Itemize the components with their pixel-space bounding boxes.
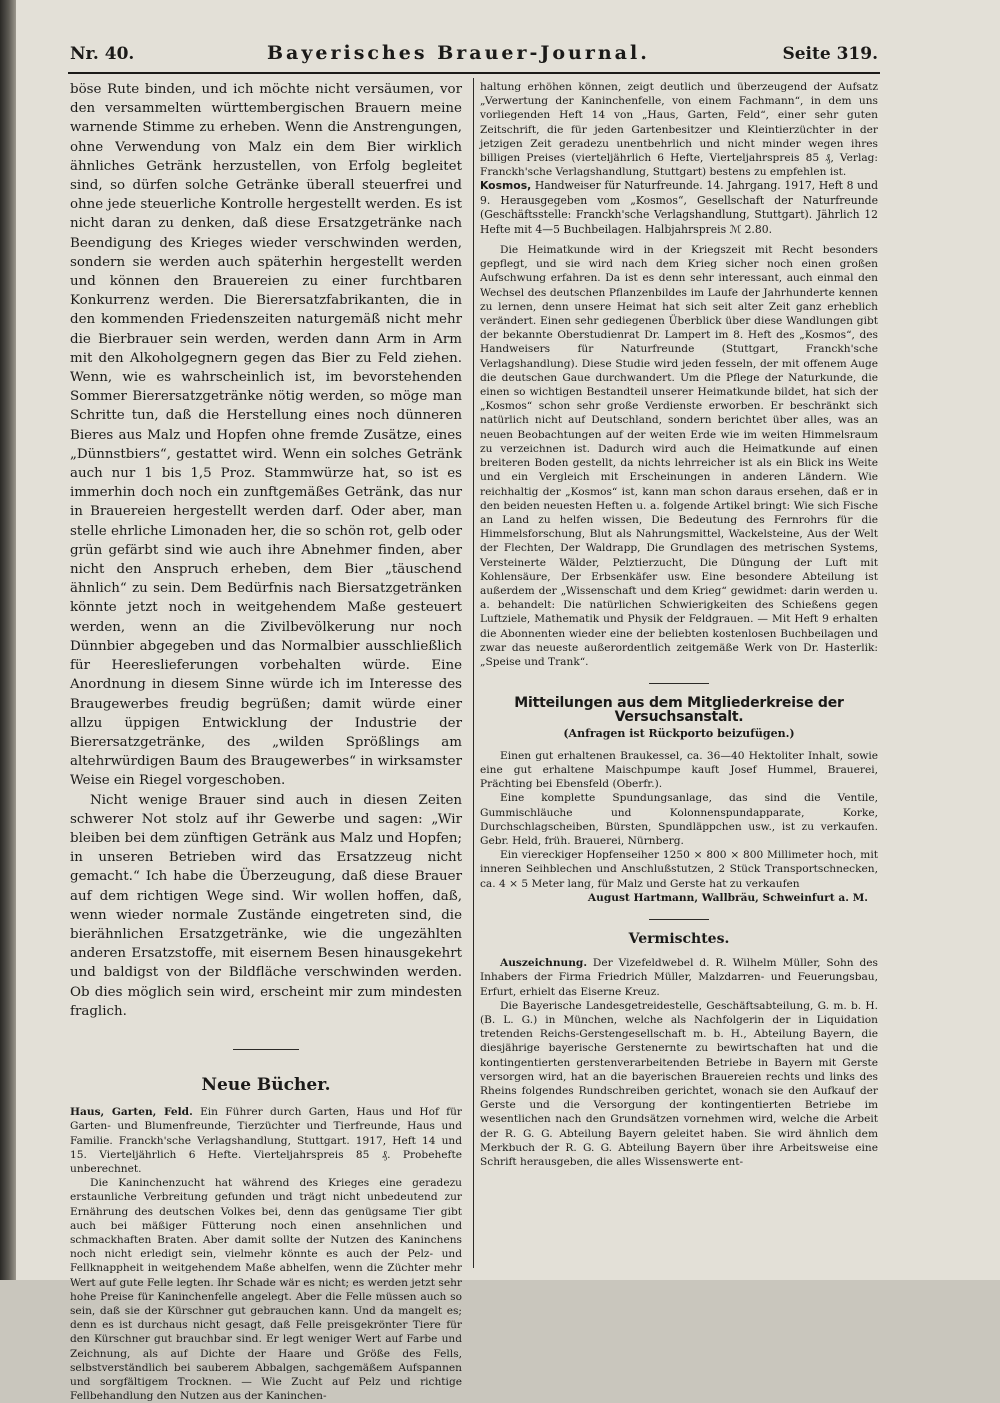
review-continuation: haltung erhöhen können, zeigt deutlich und überzeugend der Aufsatz „Verwertung der Kaninchenfelle, von einem Fachmann“, in dem uns vorliegenden Heft 14 von „Haus, Garten, Feld“, einer sehr guten Zeitschrift, die für jeden Gartenbesitzer und Kleintierzüchter in der jetzigen Zeit geradezu unentbehrlich und nicht minder wegen ihres billigen Preises (vierteljährlich 6 Hefte, Vierteljahrspreis 85 ₰, Verlag: Franckh'sche Verlagshandlung, Stuttgart) bestens zu empfehlen ist. xyxy=(480,81,878,179)
misc-item-title: Auszeichnung. xyxy=(500,957,588,970)
article-paragraph: böse Rute binden, und ich möchte nicht versäumen, vor den versammelten württembergischen Brauern meine warnende Stimme zu erheben. Wenn die Anstrengungen, ohne Verwendung von Malz ein dem Bier wirklich ähnliches Getränk herzustellen, von Erfolg begleitet sind, so dürfen solche Getränke überall steuerfrei und ohne jede steuerliche Kontrolle hergestellt werden. Es ist nicht daran zu denken, daß diese Ersatzgetränke nach Beendigung des Krieges wieder verschwinden werden, sondern sie werden auch späterhin hergestellt werden und können den Brauereien zu einer furchtbaren Konkurrenz werden. Die Bierersatzfabrikanten, die in den kommenden Friedenszeiten naturgemäß nicht mehr die Bierbrauer sein werden, werden dann Arm in Arm mit den Alkoholgegnern gegen das Bier zu Feld ziehen. Wenn, wie es wahrscheinlich ist, im bevorstehenden Sommer Bierersatzgetränke nötig werden, so möge man Schritte tun, daß die Herstellung eines noch dünneren Bieres aus Malz und Hopfen ohne fremde Zusätze, eines „Dünnstbiers“, gestattet wird. Wenn ein solches Getränk auch nur 1 bis 1,5 Proz. Stammwürze hat, so ist es immerhin doch noch ein zunftgemäßes Getränk, das nur in Brauereien hergestellt werden darf. Oder aber, man stelle ehrliche Limonaden her, die so schön rot, gelb oder grün gefärbt sind wie auch ihre Abnehmer finden, aber nicht den Anspruch erheben, dem Bier „täuschend ähnlich“ zu sein. Dem Bedürfnis nach Biersatzgetränken könnte jetzt noch in weitgehendem Maße gesteuert werden, wenn an die Zivilbevölkerung nur noch Dünnbier abgegeben und das Normalbier ausschließlich für Heereslieferungen vorbehalten würde. Eine Anordnung in diesem Sinne würde ich im Interesse des Braugewerbes freudig begrüßen; damit würde einer allzu üppigen Entwicklung der Industrie der Bierersatzgetränke, des „wilden Sprößlings am altehrwürdigen Baum des Braugewerbes“ in wirksamster Weise ein Riegel vorgeschoben. xyxy=(70,82,462,789)
section-separator xyxy=(649,683,709,684)
mitteilungen-subheading: (Anfragen ist Rückporto beizufügen.) xyxy=(563,726,795,740)
misc-item-text: Der Vizefeldwebel d. R. Wilhelm Müller, Sohn des Inhabers der Firma Friedrich Müller, Malzdarren- und Feuerungsbau, Erfurt, erhielt das Eiserne Kreuz. xyxy=(480,957,878,998)
notice-signature: August Hartmann, Wallbräu, Schweinfurt a. M. xyxy=(587,891,868,904)
book-review: Die Kaninchenzucht hat während des Krieges eine geradezu erstaunliche Verbreitung gefunden und trägt nicht unbedeutend zur Ernährung des deutschen Volkes bei, denn das genügsame Tier gibt auch bei mäßiger Fütterung noch einen ansehnlichen und schmackhaften Braten. Aber damit sollte der Nutzen des Kaninchens noch nicht erledigt sein, vielmehr könnte es auch der Pelz- und Fellknappheit in weitgehendem Maße abhelfen, wenn die Züchter mehr Wert auf gute Felle legten. Ihr Schade wär es nicht; es werden jetzt sehr hohe Preise für Kaninchenfelle angelegt. Aber die Felle müssen auch so sein, daß sie der Kürschner gut gebrauchen kann. Und da mangelt es; denn es ist durchaus nicht gesagt, daß Felle preisgekrönter Tiere für den Kürschner gut brauchbar sind. Er legt weniger Wert auf Farbe und Zeichnung, als auf Dichte der Haare und Größe des Fells, selbstverständlich bei sauberem Abbalgen, sachgemäßem Aufspannen und sorgfältigem Trocknen. — Wie Zucht auf Pelz und richtige Fellbehandlung den Nutzen aus der Kaninchen- xyxy=(70,1177,462,1403)
book-entry-kosmos xyxy=(480,179,878,237)
misc-item xyxy=(480,956,878,999)
notice-item: Ein viereckiger Hopfenseiher 1250 × 800 × 800 Millimeter hoch, mit inneren Seihblechen und Anschlußstutzen, 2 Stück Transportschnecken, ca. 4 × 5 Meter lang, für Malz und Gerste hat zu verkaufen xyxy=(480,849,878,890)
page-header xyxy=(70,42,878,70)
column-divider xyxy=(473,78,474,1268)
right-column xyxy=(480,80,878,1270)
header-rule xyxy=(68,72,880,74)
notice-item: Eine komplette Spundungsanlage, das sind die Ventile, Gummischläuche und Kolonnenspundapparate, Korke, Durchschlagscheiben, Bürsten, Spundläppchen usw., ist zu verkaufen. Gebr. Held, früh. Brauerei, Nürnberg. xyxy=(480,792,878,847)
books-heading: Neue Bücher. xyxy=(201,1074,331,1095)
book-title: Haus, Garten, Feld. xyxy=(70,1106,193,1119)
kosmos-description: Handweiser für Naturfreunde. 14. Jahrgang. 1917, Heft 8 und 9. Herausgegeben vom „Kosmos“, Gesellschaft der Naturfreunde (Geschäftsstelle: Franckh'sche Verlagshandlung, Stuttgart). Jährlich 12 Hefte mit 4—5 Buchbeilagen. Halbjahrspreis ℳ 2.80. xyxy=(480,179,879,236)
book-spine xyxy=(0,0,16,1280)
section-separator xyxy=(649,919,709,920)
kosmos-title: Kosmos, xyxy=(480,179,532,193)
kosmos-review: Die Heimatkunde wird in der Kriegszeit mit Recht besonders gepflegt, und sie wird nach dem Krieg sicher noch einen großen Aufschwung erfahren. Da ist es denn sehr interessant, auch einmal den Wechsel des deutschen Pflanzenbildes im Laufe der Jahrhunderte kennen zu lernen, denn unsere Heimat hat sich seit alter Zeit ganz erheblich verändert. Einen sehr gediegenen Überblick über diese Wandlungen gibt der bekannte Oberstudienrat Dr. Lampert im 8. Heft des „Kosmos“, des Handweisers für Naturfreunde (Stuttgart, Franckh'sche Verlagshandlung). Diese Studie wird jeden fesseln, der mit offenem Auge die deutschen Gaue durchwandert. Um die Pflege der Naturkunde, die einen so wichtigen Bestandteil unserer Heimatkunde bildet, hat sich der „Kosmos“ schon sehr große Verdienste erworben. Er beschränkt sich natürlich nicht auf Deutschland, sondern berichtet über alles, was an neuen Beobachtungen auf der weiten Erde wie im weiten Himmelsraum zu verzeichnen ist. Dadurch wird auch die Heimatkunde auf einen breiteren Boden gestellt, da nichts lehrreicher ist als ein Blick ins Weite und ein Vergleich mit Erscheinungen in anderen Ländern. Wie reichhaltig der „Kosmos“ ist, kann man schon daraus ersehen, daß er in den beiden neuesten Heften u. a. folgende Artikel bringt: Wie sich Fische an Land zu helfen wissen, Die Bedeutung des Fernrohrs für die Himmelsforschung, Blut als Nahrungsmittel, Wackelsteine, Aus der Welt der Flechten, Der Waldrapp, Die Grundlagen des metrischen Systems, Versteinerte Wälder, Pelztierzucht, Die Düngung der Luft mit Kohlensäure, Der Erbsenkäfer usw. Eine besondere Abteilung ist außerdem der „Wissenschaft und dem Krieg“ gewidmet: darin werden u. a. behandelt: Die natürlichen Schwierigkeiten des Schießens gegen Luftziele, Mathematik und Physik der Feldgrauen. — Mit Heft 9 erhalten die Abonnenten wieder eine der beliebten kostenlosen Buchbeilagen und zwar das neueste außerordentlich zeitgemäße Werk von Dr. Hasterlik: „Speise und Trank“. xyxy=(480,244,878,668)
notice-item: Einen gut erhaltenen Braukessel, ca. 36—40 Hektoliter Inhalt, sowie eine gut erhaltene Maischpumpe kauft Josef Hummel, Brauerei, Prächting bei Ebensfeld (Oberfr.). xyxy=(480,749,878,791)
book-entry xyxy=(70,1105,462,1176)
left-column xyxy=(70,80,462,1403)
misc-item: Die Bayerische Landesgetreidestelle, Geschäftsabteilung, G. m. b. H. (B. L. G.) in München, welche als Nachfolgerin der in Liquidation tretenden Reichs-Gerstengesellschaft m. b. H., Abteilung Bayern, die diesjährige bayerische Gerstenernte zu bewirtschaften hat und die kontingentierten gerstenverarbeitenden Betriebe in Bayern mit Gerste versorgen wird, hat an die bayerischen Brauereien rechts und links des Rheins folgendes Rundschreiben gerichtet, wonach sie den Aufkauf der Gerste und die Versorgung der kontingentierten Betriebe im wesentlichen nach den Grundsätzen vornehmen wird, welche die Arbeit der R. G. G. Abteilung Bayern geleitet haben. Sie wird ähnlich dem Merkbuch der R. G. G. Abteilung Bayern über ihre Arbeitsweise eine Schrift herausgeben, die alles Wissenswerte ent- xyxy=(480,999,878,1169)
article-paragraph: Nicht wenige Brauer sind auch in diesen Zeiten schwerer Not stolz auf ihr Gewerbe und sagen: „Wir bleiben bei dem zünftigen Getränk aus Malz und Hopfen; in unseren Betrieben wird das Ersatzzeug nicht gemacht.“ Ich habe die Überzeugung, daß diese Brauer auf dem richtigen Wege sind. Wir wollen hoffen, daß, wenn wieder normale Zustände eingetreten sind, die bierähnlichen Ersatzgetränke, wie die ungezählten anderen Ersatzstoffe, mit eisernem Besen hinausgekehrt und baldigst von der Bildfläche verschwinden werden. Ob dies möglich sein wird, erscheint mir zum mindesten fraglich. xyxy=(70,792,462,1019)
section-separator xyxy=(233,1049,299,1050)
vermischtes-heading: Vermischtes. xyxy=(628,930,730,947)
book-description: Ein Führer durch Garten, Haus und Hof für Garten- und Blumenfreunde, Tierzüchter und Tierfreunde, Haus und Familie. Franckh'sche Verlagshandlung, Stuttgart. 1917, Heft 14 und 15. Vierteljährlich 6 Hefte. Vierteljahrspreis 85 ₰. Probehefte unberechnet. xyxy=(70,1106,462,1175)
page-number: Seite 319. xyxy=(782,44,878,64)
issue-number: Nr. 40. xyxy=(70,44,135,64)
journal-title: Bayerisches Brauer-Journal. xyxy=(266,42,650,64)
mitteilungen-heading: Mitteilungen aus dem Mitgliederkreise der Versuchsanstalt. xyxy=(514,695,844,726)
